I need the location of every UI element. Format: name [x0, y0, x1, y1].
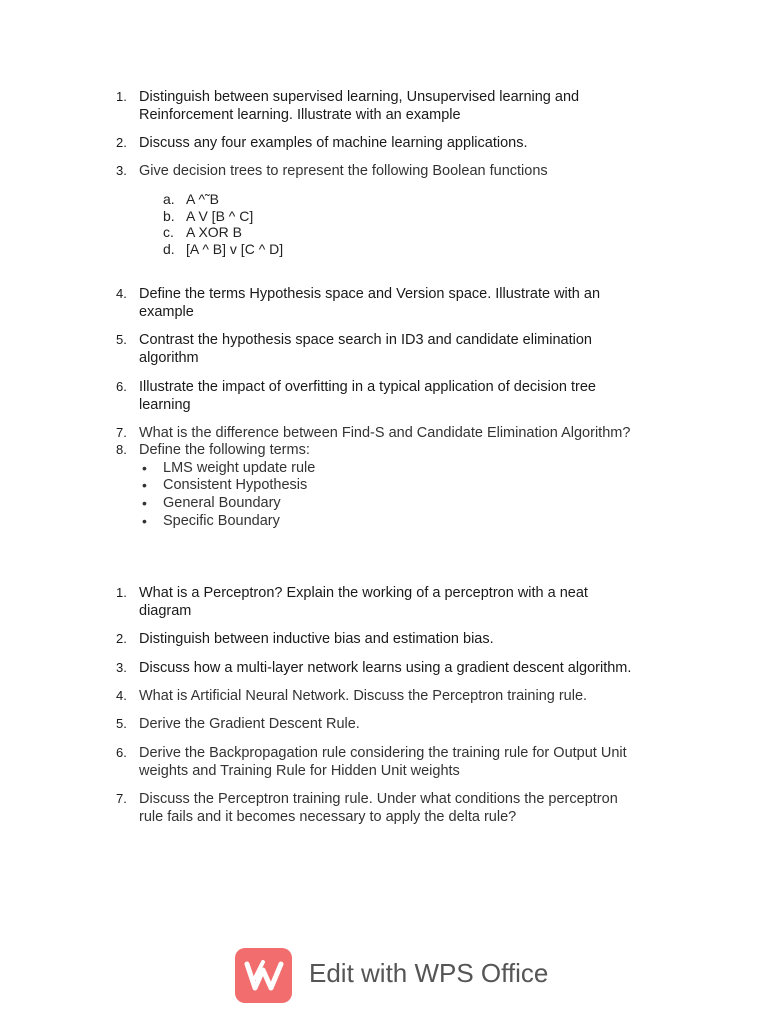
sub-text: [A ^ B] v [C ^ D] [186, 241, 284, 257]
question-text: Distinguish between supervised learning, Unsupervised learning and Reinforcement learning. Illustrate with an example [139, 89, 580, 123]
sub-text: A XOR B [186, 224, 243, 240]
question-text: Discuss how a multi-layer network learns using a gradient descent algorithm. [139, 660, 632, 676]
question-text: Give decision trees to represent the following Boolean functions [139, 163, 548, 179]
question-number: 5. [116, 716, 127, 731]
question-number: 1. [116, 585, 127, 600]
question-number: 7. [116, 791, 127, 806]
bullet-icon: • [142, 513, 147, 529]
question-text: What is a Perceptron? Explain the working of a perceptron with a neat diagram [139, 585, 588, 619]
bullet-icon: • [142, 495, 147, 511]
question-number: 3. [116, 660, 127, 675]
question-number: 6. [116, 745, 127, 760]
question-text: Define the following terms: [139, 442, 310, 458]
sub-letter: c. [163, 224, 174, 240]
wps-edit-banner[interactable] [235, 948, 565, 1004]
bullet-icon: • [142, 460, 147, 476]
question-number: 6. [116, 379, 127, 394]
bullet-text: Specific Boundary [163, 513, 280, 529]
sub-letter: d. [163, 241, 175, 257]
question-number: 4. [116, 688, 127, 703]
question-number: 8. [116, 442, 127, 457]
question-number: 7. [116, 425, 127, 440]
question-text: Contrast the hypothesis space search in ID3 and candidate elimination algorithm [139, 332, 592, 366]
sub-text: A V [B ^ C] [186, 208, 254, 224]
question-number: 3. [116, 163, 127, 178]
question-number: 2. [116, 135, 127, 150]
question-text: What is Artificial Neural Network. Discuss the Perceptron training rule. [139, 688, 588, 704]
wps-edit-label[interactable]: Edit with WPS Office [309, 958, 549, 988]
wps-logo-icon [235, 948, 292, 1003]
bullet-text: General Boundary [163, 495, 281, 511]
sub-letter: a. [163, 191, 175, 207]
question-text: What is the difference between Find-S and Candidate Elimination Algorithm? [139, 425, 631, 441]
question-number: 2. [116, 631, 127, 646]
bullet-text: Consistent Hypothesis [163, 477, 308, 493]
question-number: 4. [116, 286, 127, 301]
question-text: Discuss any four examples of machine learning applications. [139, 135, 528, 151]
question-text: Distinguish between inductive bias and estimation bias. [139, 631, 494, 647]
question-text: Illustrate the impact of overfitting in a typical application of decision tree learning [139, 379, 596, 413]
question-text: Derive the Backpropagation rule considering the training rule for Output Unit weights and Training Rule for Hidden Unit weights [139, 745, 627, 779]
question-number: 1. [116, 89, 127, 104]
sub-text: A ^˜B [186, 191, 220, 207]
bullet-text: LMS weight update rule [163, 460, 316, 476]
question-text: Define the terms Hypothesis space and Version space. Illustrate with an example [139, 286, 601, 320]
bullet-icon: • [142, 477, 147, 493]
question-text: Derive the Gradient Descent Rule. [139, 716, 360, 732]
question-text: Discuss the Perceptron training rule. Under what conditions the perceptron rule fails and it becomes necessary to apply the delta rule? [139, 791, 618, 825]
question-number: 5. [116, 332, 127, 347]
sub-letter: b. [163, 208, 175, 224]
